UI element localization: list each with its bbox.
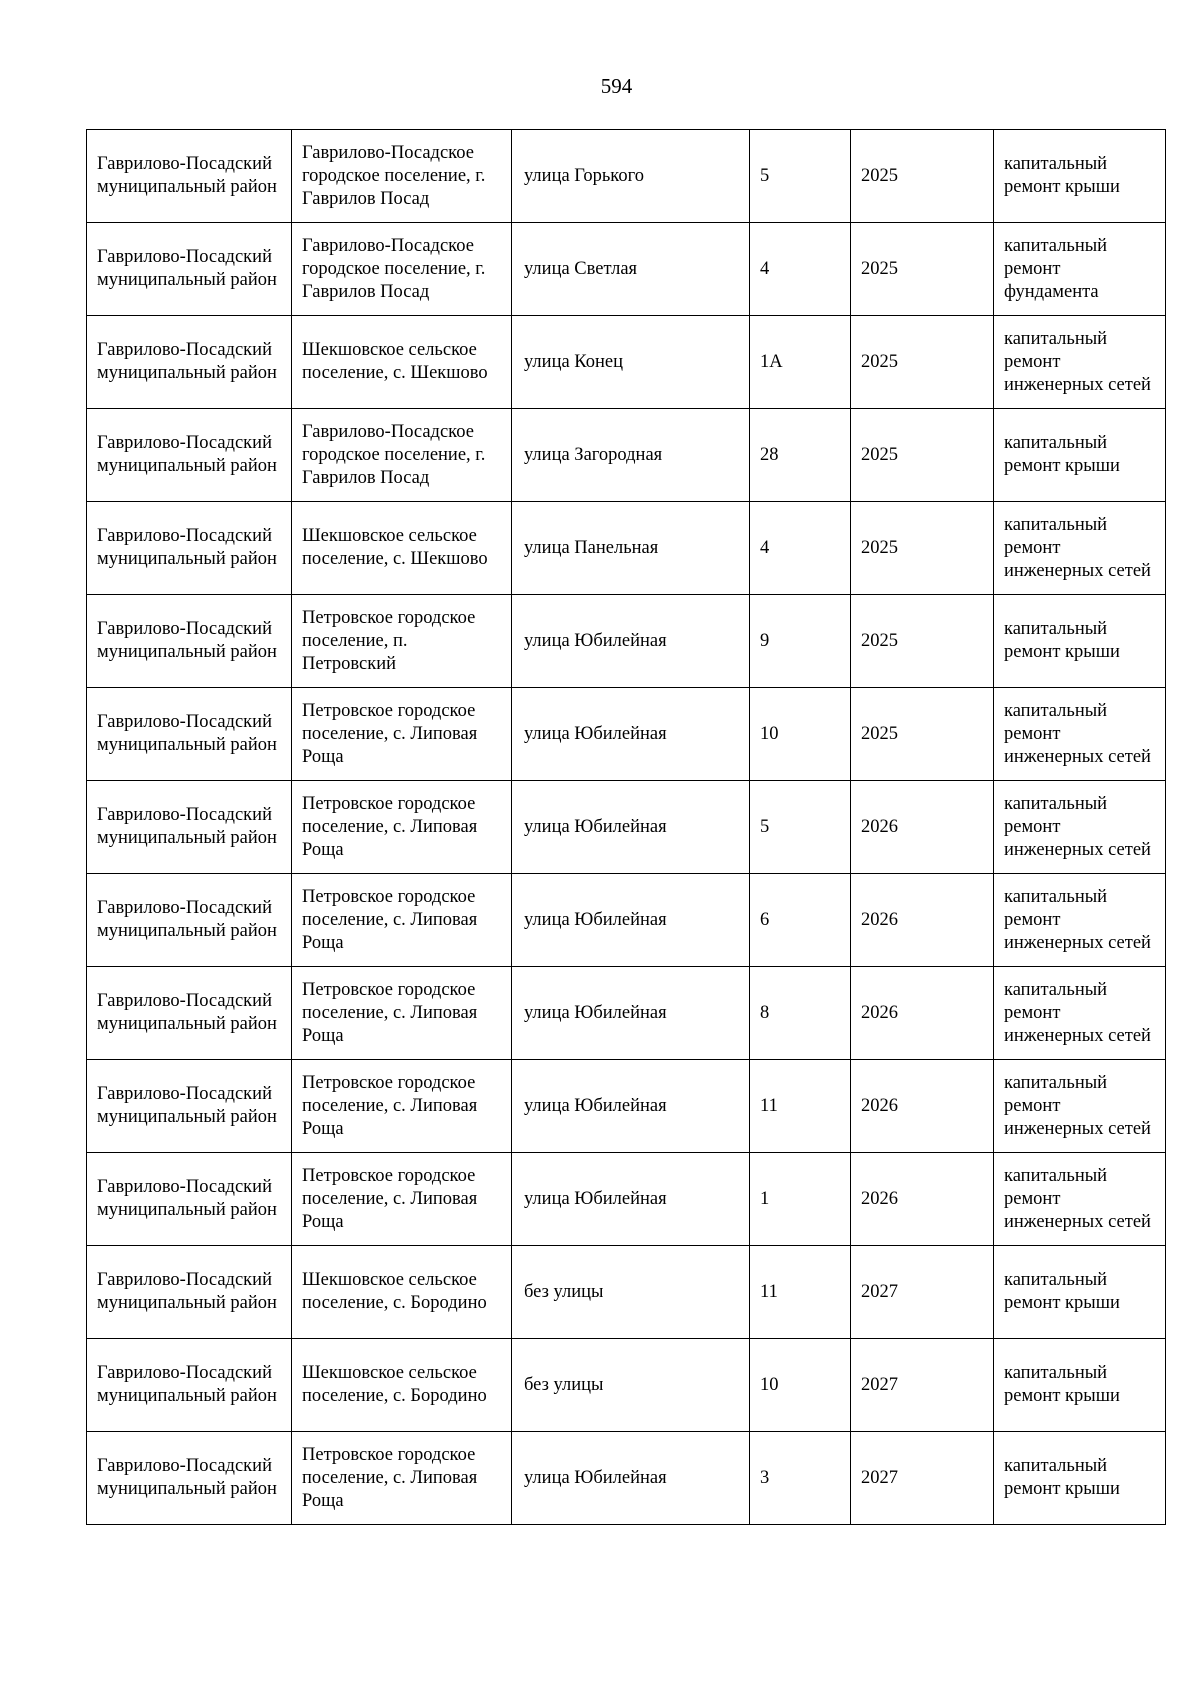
- table-row: [87, 316, 1166, 409]
- table-row: [87, 130, 1166, 223]
- work-type-cell: капитальный ремонт инженерных сетей: [994, 316, 1166, 409]
- house-number-cell: 6: [750, 874, 851, 967]
- street-cell: улица Юбилейная: [512, 781, 750, 874]
- district-cell: Гаврилово-Посадский муниципальный район: [87, 130, 292, 223]
- work-type-cell: капитальный ремонт крыши: [994, 409, 1166, 502]
- house-number-cell: 4: [750, 223, 851, 316]
- settlement-cell: Петровское городское поселение, п. Петровский: [292, 595, 512, 688]
- district-cell: Гаврилово-Посадский муниципальный район: [87, 1432, 292, 1525]
- district-cell: Гаврилово-Посадский муниципальный район: [87, 1153, 292, 1246]
- district-cell: Гаврилово-Посадский муниципальный район: [87, 874, 292, 967]
- year-cell: 2025: [851, 223, 994, 316]
- year-cell: 2026: [851, 967, 994, 1060]
- house-number-cell: 5: [750, 130, 851, 223]
- year-cell: 2026: [851, 1153, 994, 1246]
- street-cell: улица Светлая: [512, 223, 750, 316]
- settlement-cell: Петровское городское поселение, с. Липовая Роща: [292, 688, 512, 781]
- settlement-cell: Петровское городское поселение, с. Липовая Роща: [292, 967, 512, 1060]
- housing-registry-table: [86, 129, 1166, 1525]
- work-type-cell: капитальный ремонт инженерных сетей: [994, 874, 1166, 967]
- work-type-cell: капитальный ремонт крыши: [994, 1432, 1166, 1525]
- district-cell: Гаврилово-Посадский муниципальный район: [87, 688, 292, 781]
- house-number-cell: 4: [750, 502, 851, 595]
- house-number-cell: 11: [750, 1060, 851, 1153]
- street-cell: без улицы: [512, 1339, 750, 1432]
- table-row: [87, 1153, 1166, 1246]
- house-number-cell: 5: [750, 781, 851, 874]
- year-cell: 2025: [851, 502, 994, 595]
- work-type-cell: капитальный ремонт инженерных сетей: [994, 967, 1166, 1060]
- house-number-cell: 10: [750, 1339, 851, 1432]
- street-cell: улица Юбилейная: [512, 1432, 750, 1525]
- work-type-cell: капитальный ремонт крыши: [994, 130, 1166, 223]
- house-number-cell: 3: [750, 1432, 851, 1525]
- settlement-cell: Шекшовское сельское поселение, с. Бородино: [292, 1246, 512, 1339]
- district-cell: Гаврилово-Посадский муниципальный район: [87, 1339, 292, 1432]
- table-row: [87, 1339, 1166, 1432]
- house-number-cell: 11: [750, 1246, 851, 1339]
- year-cell: 2025: [851, 316, 994, 409]
- work-type-cell: капитальный ремонт крыши: [994, 1339, 1166, 1432]
- table-row: [87, 409, 1166, 502]
- work-type-cell: капитальный ремонт фундамента: [994, 223, 1166, 316]
- settlement-cell: Шекшовское сельское поселение, с. Бородино: [292, 1339, 512, 1432]
- street-cell: улица Горького: [512, 130, 750, 223]
- settlement-cell: Гаврилово-Посадское городское поселение, г. Гаврилов Посад: [292, 223, 512, 316]
- house-number-cell: 8: [750, 967, 851, 1060]
- district-cell: Гаврилово-Посадский муниципальный район: [87, 781, 292, 874]
- district-cell: Гаврилово-Посадский муниципальный район: [87, 1060, 292, 1153]
- year-cell: 2026: [851, 781, 994, 874]
- year-cell: 2027: [851, 1432, 994, 1525]
- table-row: [87, 223, 1166, 316]
- house-number-cell: 1: [750, 1153, 851, 1246]
- street-cell: улица Юбилейная: [512, 1153, 750, 1246]
- work-type-cell: капитальный ремонт инженерных сетей: [994, 688, 1166, 781]
- street-cell: улица Конец: [512, 316, 750, 409]
- settlement-cell: Шекшовское сельское поселение, с. Шекшово: [292, 502, 512, 595]
- table-row: [87, 781, 1166, 874]
- table-row: [87, 502, 1166, 595]
- page-number: 594: [600, 74, 633, 98]
- street-cell: улица Юбилейная: [512, 967, 750, 1060]
- settlement-cell: Гаврилово-Посадское городское поселение, г. Гаврилов Посад: [292, 130, 512, 223]
- year-cell: 2025: [851, 688, 994, 781]
- district-cell: Гаврилово-Посадский муниципальный район: [87, 409, 292, 502]
- street-cell: улица Юбилейная: [512, 1060, 750, 1153]
- table-row: [87, 1246, 1166, 1339]
- house-number-cell: 9: [750, 595, 851, 688]
- settlement-cell: Петровское городское поселение, с. Липовая Роща: [292, 1432, 512, 1525]
- table-row: [87, 967, 1166, 1060]
- work-type-cell: капитальный ремонт крыши: [994, 1246, 1166, 1339]
- house-number-cell: 28: [750, 409, 851, 502]
- year-cell: 2026: [851, 874, 994, 967]
- district-cell: Гаврилово-Посадский муниципальный район: [87, 316, 292, 409]
- settlement-cell: Гаврилово-Посадское городское поселение, г. Гаврилов Посад: [292, 409, 512, 502]
- year-cell: 2025: [851, 130, 994, 223]
- settlement-cell: Петровское городское поселение, с. Липовая Роща: [292, 781, 512, 874]
- settlement-cell: Петровское городское поселение, с. Липовая Роща: [292, 874, 512, 967]
- street-cell: улица Юбилейная: [512, 688, 750, 781]
- work-type-cell: капитальный ремонт крыши: [994, 595, 1166, 688]
- year-cell: 2026: [851, 1060, 994, 1153]
- house-number-cell: 1А: [750, 316, 851, 409]
- work-type-cell: капитальный ремонт инженерных сетей: [994, 1060, 1166, 1153]
- year-cell: 2025: [851, 409, 994, 502]
- work-type-cell: капитальный ремонт инженерных сетей: [994, 502, 1166, 595]
- table-row: [87, 688, 1166, 781]
- year-cell: 2027: [851, 1246, 994, 1339]
- district-cell: Гаврилово-Посадский муниципальный район: [87, 223, 292, 316]
- table-row: [87, 874, 1166, 967]
- table-row: [87, 595, 1166, 688]
- table-row: [87, 1060, 1166, 1153]
- street-cell: без улицы: [512, 1246, 750, 1339]
- work-type-cell: капитальный ремонт инженерных сетей: [994, 1153, 1166, 1246]
- table-row: [87, 1432, 1166, 1525]
- street-cell: улица Юбилейная: [512, 874, 750, 967]
- district-cell: Гаврилово-Посадский муниципальный район: [87, 967, 292, 1060]
- street-cell: улица Загородная: [512, 409, 750, 502]
- street-cell: улица Панельная: [512, 502, 750, 595]
- work-type-cell: капитальный ремонт инженерных сетей: [994, 781, 1166, 874]
- year-cell: 2027: [851, 1339, 994, 1432]
- year-cell: 2025: [851, 595, 994, 688]
- district-cell: Гаврилово-Посадский муниципальный район: [87, 502, 292, 595]
- settlement-cell: Шекшовское сельское поселение, с. Шекшово: [292, 316, 512, 409]
- house-number-cell: 10: [750, 688, 851, 781]
- district-cell: Гаврилово-Посадский муниципальный район: [87, 595, 292, 688]
- settlement-cell: Петровское городское поселение, с. Липовая Роща: [292, 1153, 512, 1246]
- street-cell: улица Юбилейная: [512, 595, 750, 688]
- district-cell: Гаврилово-Посадский муниципальный район: [87, 1246, 292, 1339]
- settlement-cell: Петровское городское поселение, с. Липовая Роща: [292, 1060, 512, 1153]
